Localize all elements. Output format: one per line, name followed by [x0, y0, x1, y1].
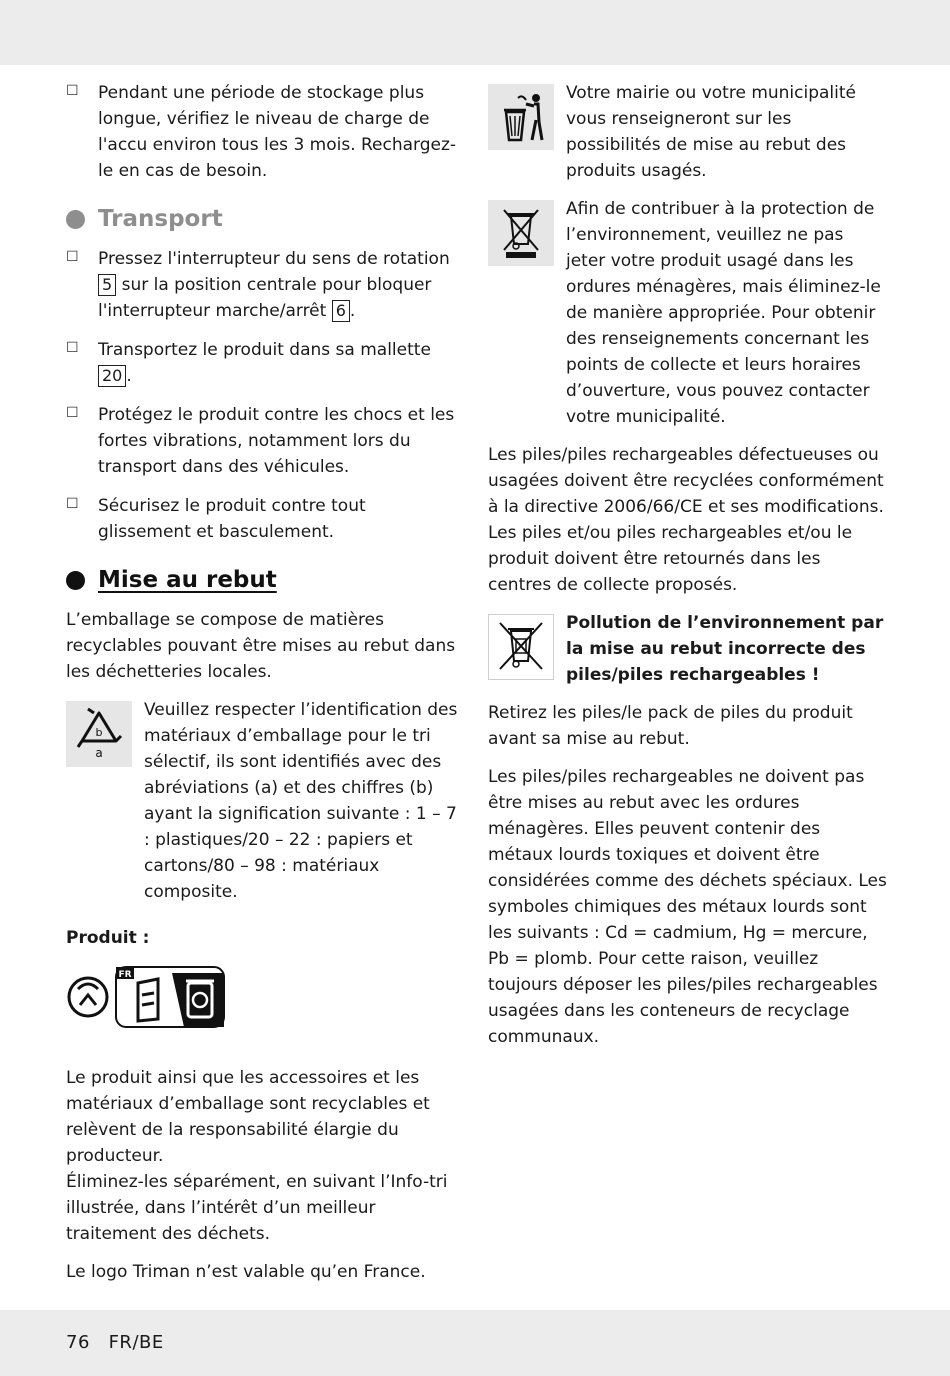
- storage-text: Pendant une période de stockage plus longue, vérifiez le niveau de charge de l'accu environ tous les 3 mois. Rechargez-le en cas de besoin.: [98, 83, 457, 181]
- locale-label: FR/BE: [108, 1332, 164, 1353]
- transport-item-3: Protégez le produit contre les chocs et les fortes vibrations, notamment lors du transport dans des véhicules.: [98, 405, 455, 477]
- remove-batteries-text: Retirez les piles/le pack de piles du produit avant sa mise au rebut.: [488, 703, 853, 749]
- checkbox-bullet-icon: ☐: [66, 405, 79, 421]
- produit-text-1: Le produit ainsi que les accessoires et les matériaux d’emballage sont recyclables et relèvent de la responsabilité élargie du producteur.: [66, 1068, 430, 1166]
- checkbox-bullet-icon: ☐: [66, 83, 79, 99]
- checkbox-bullet-icon: ☐: [66, 249, 79, 265]
- produit-label: Produit :: [66, 928, 150, 948]
- mairie-text: Votre mairie ou votre municipalité vous renseigneront sur les possibilités de mise au rebut des produits usagés.: [566, 83, 856, 181]
- rebut-heading: Mise au rebut: [98, 567, 277, 593]
- list-item-transport-1: [66, 246, 462, 324]
- recycle-icon: [66, 701, 132, 767]
- transport-heading: Transport: [98, 206, 223, 232]
- caution-row: [488, 610, 888, 688]
- text-part: Transportez le produit dans sa mallette: [98, 340, 431, 360]
- triman-logo-icon: [66, 965, 226, 1035]
- crossed-bin-icon: [488, 200, 554, 266]
- text-part: .: [349, 301, 356, 321]
- list-item-transport-3: [66, 402, 462, 480]
- section-heading-transport: [66, 206, 462, 232]
- checkbox-bullet-icon: ☐: [66, 340, 79, 356]
- right-column: [488, 80, 888, 1062]
- list-item-transport-2: [66, 337, 462, 389]
- page-footer: [66, 1332, 164, 1353]
- checkbox-bullet-icon: ☐: [66, 496, 79, 512]
- batteries-text: Les piles/piles rechargeables défectueuses ou usagées doivent être recyclées conformément à la directive 2006/66/CE et ses modifications. Les piles et/ou piles rechargeables et/ou le produit doivent être retournés dans les centres de collecte proposés.: [488, 445, 884, 595]
- text-part: sur la position centrale pour bloquer l'interrupteur marche/arrêt: [98, 275, 432, 321]
- caution-text: Pollution de l’environnement par la mise au rebut incorrecte des piles/piles rechargeables !: [566, 613, 884, 685]
- trash-bin-person-icon: [488, 84, 554, 150]
- recycle-code-a: a: [95, 746, 103, 760]
- left-column: [66, 80, 462, 1297]
- bullet-dot-icon: [66, 571, 85, 590]
- bullet-dot-icon: [66, 210, 85, 229]
- list-item-storage: [66, 80, 462, 184]
- list-item-transport-4: [66, 493, 462, 545]
- weee-row: [488, 196, 888, 430]
- transport-item-1: [98, 246, 462, 324]
- page-number: 76: [66, 1332, 90, 1353]
- section-heading-rebut: [66, 567, 462, 593]
- reference-box: 20: [98, 365, 126, 387]
- weee-text: Afin de contribuer à la protection de l’environnement, veuillez ne pas jeter votre produit usagé dans les ordures ménagères, mais éliminez-le de manière appropriée. Pour obtenir des renseignements concernant les points de collecte et leurs horaires d’ouverture, vous pouvez contacter votre municipalité.: [566, 199, 881, 427]
- header-band: [0, 0, 950, 65]
- transport-item-4: Sécurisez le produit contre tout glissement et basculement.: [98, 496, 366, 542]
- triman-fr-label: FR: [118, 970, 132, 980]
- recycle-info-row: [66, 697, 462, 905]
- text-part: Pressez l'interrupteur du sens de rotation: [98, 249, 450, 269]
- produit-text-2: Éliminez-les séparément, en suivant l’Info-tri illustrée, dans l’intérêt d’un meilleur traitement des déchets.: [66, 1172, 448, 1244]
- recycle-text: Veuillez respecter l’identification des matériaux d’emballage pour le tri sélectif, ils sont identifiés avec des abréviations (a) et des chiffres (b) ayant la signification suivante : 1 – 7 : plastiques/20 – 22 : papiers et cartons/80 – 98 : matériaux composite.: [144, 700, 458, 902]
- crossed-battery-bin-icon: [488, 614, 554, 680]
- recycle-code-b: b: [95, 726, 103, 739]
- transport-item-2: [98, 337, 462, 389]
- mairie-row: [488, 80, 888, 184]
- rebut-intro: L’emballage se compose de matières recyclables pouvant être mises au rebut dans les déchetteries locales.: [66, 610, 456, 682]
- triman-note: Le logo Triman n’est valable qu’en France.: [66, 1262, 426, 1282]
- reference-box: 5: [98, 274, 116, 296]
- text-part: .: [126, 366, 132, 386]
- heavy-metals-text: Les piles/piles rechargeables ne doivent pas être mises au rebut avec les ordures ménagères. Elles peuvent contenir des métaux lourds toxiques et doivent être considérées comme des déchets spéciaux. Les symboles chimiques des métaux lourds sont les suivants : Cd = cadmium, Hg = mercure, Pb = plomb. Pour cette raison, veuillez toujours déposer les piles/piles rechargeables usagées dans les conteneurs de recyclage communaux.: [488, 767, 887, 1047]
- reference-box: 6: [332, 300, 350, 322]
